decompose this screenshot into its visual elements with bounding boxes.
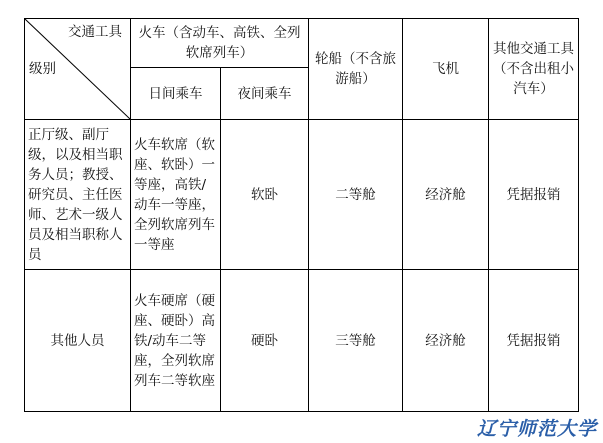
header-transport: 交通工具 xyxy=(68,24,122,40)
row-night: 硬卧 xyxy=(221,270,309,412)
row-plane: 经济舱 xyxy=(403,120,489,270)
row-day: 火车硬席（硬座、硬卧）高铁/动车二等座，全列软席列车二等软座 xyxy=(131,270,221,412)
row-level: 其他人员 xyxy=(25,270,131,412)
diagonal-header-cell xyxy=(25,19,131,120)
header-other: 其他交通工具（不含出租小汽车） xyxy=(489,19,579,120)
row-plane: 经济舱 xyxy=(403,270,489,412)
header-ship: 轮船（不含旅游船） xyxy=(309,19,403,120)
row-other: 凭据报销 xyxy=(489,120,579,270)
table-row xyxy=(25,270,579,412)
header-night: 夜间乘车 xyxy=(221,68,309,120)
row-ship: 二等舱 xyxy=(309,120,403,270)
row-night: 软卧 xyxy=(221,120,309,270)
travel-standard-table xyxy=(24,18,579,412)
row-other: 凭据报销 xyxy=(489,270,579,412)
table-row xyxy=(25,120,579,270)
header-level: 级别 xyxy=(29,61,56,77)
row-ship: 三等舱 xyxy=(309,270,403,412)
header-plane: 飞机 xyxy=(403,19,489,120)
row-level: 正厅级、副厅级，以及相当职务人员；教授、研究员、主任医师、艺术一级人员及相当职称人员 xyxy=(25,120,131,270)
row-day: 火车软席（软座、软卧）一等座，高铁/动车一等座，全列软席列车一等座 xyxy=(131,120,221,270)
header-train: 火车（含动车、高铁、全列软席列车） xyxy=(131,19,309,68)
header-day: 日间乘车 xyxy=(131,68,221,120)
watermark-logo-text: 辽宁师范大学 xyxy=(476,418,597,440)
